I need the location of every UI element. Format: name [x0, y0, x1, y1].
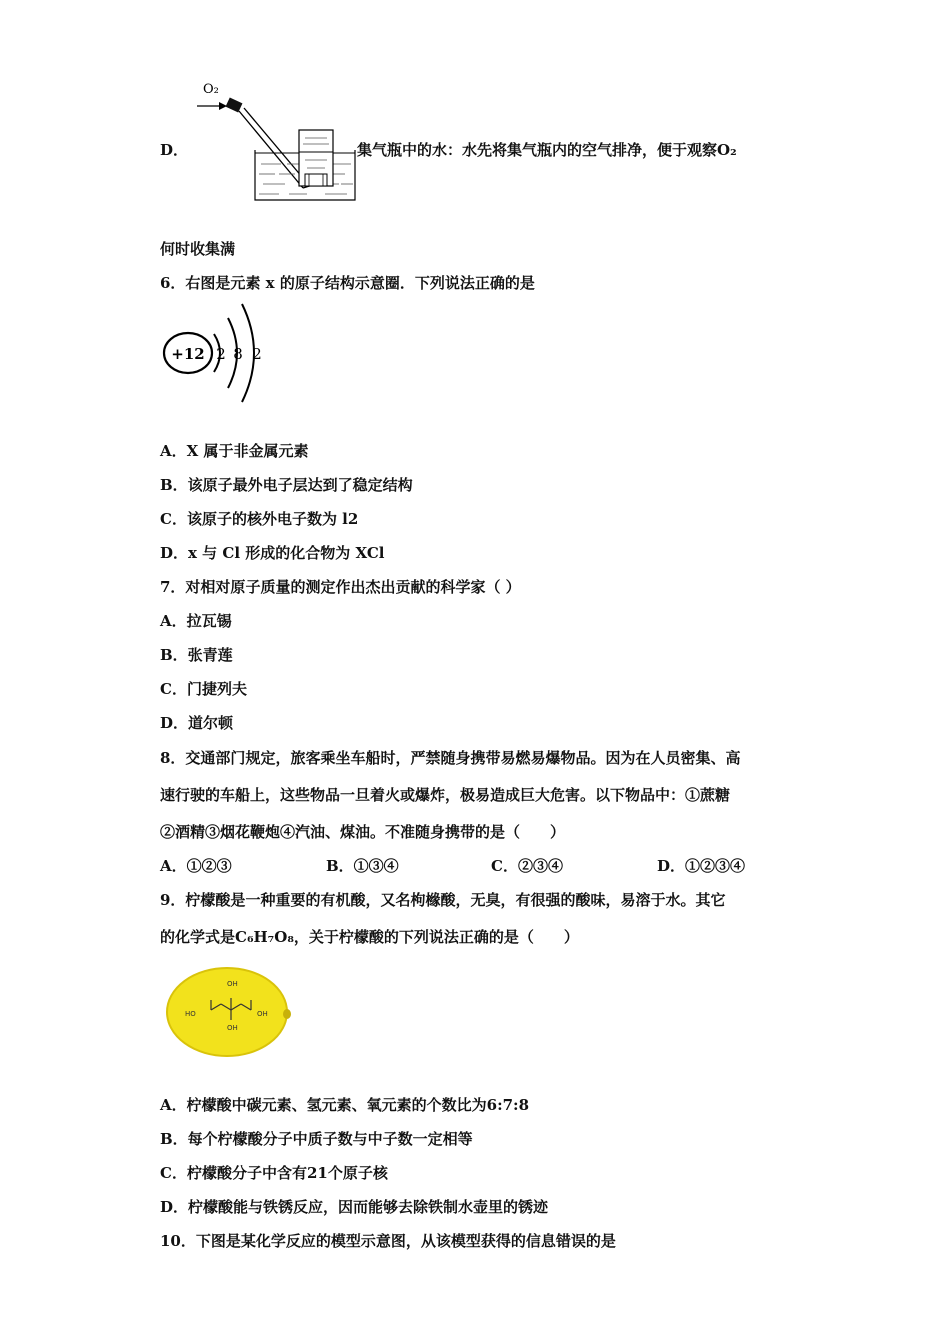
atomic-structure-diagram — [160, 300, 280, 406]
q7-option-d: D．道尔顿 — [160, 714, 234, 732]
lemon-image — [163, 960, 295, 1060]
q6-option-c: C．该原子的核外电子数为 l2 — [160, 510, 359, 528]
q7-option-c: C．门捷列夫 — [160, 680, 247, 698]
q7-option-b: B．张青莲 — [160, 646, 233, 664]
formula-label-4: OH — [227, 1024, 238, 1032]
formula-label-3: OH — [257, 1010, 268, 1018]
gas-collection-apparatus-figure — [195, 78, 360, 203]
q7-option-a: A．拉瓦锡 — [160, 612, 232, 630]
q9-stem-line-2: 的化学式是C₆H₇O₈，关于柠檬酸的下列说法正确的是（ ） — [160, 928, 579, 946]
q6-stem: 6．右图是元素 x 的原子结构示意圈．下列说法正确的是 — [160, 274, 535, 292]
q8-option-c: C．②③④ — [491, 857, 563, 875]
shell-electrons-3: 2 — [252, 345, 262, 363]
q5-option-d-label: D． — [160, 141, 189, 159]
formula-label-1: OH — [227, 980, 238, 988]
q6-option-d: D．x 与 Cl 形成的化合物为 XCl — [160, 544, 385, 562]
q5-option-d-text: 集气瓶中的水：水先将集气瓶内的空气排净，便于观察O₂ — [357, 141, 737, 159]
q8-stem-line-1: 8．交通部门规定，旅客乘坐车船时，严禁随身携带易燃易爆物品。因为在人员密集、高 — [160, 749, 741, 767]
q5-option-d-continuation: 何时收集满 — [160, 240, 236, 258]
q9-option-d: D．柠檬酸能与铁锈反应，因而能够去除铁制水壶里的锈迹 — [160, 1198, 549, 1216]
q8-option-b: B．①③④ — [326, 857, 399, 875]
shell-electrons-2: 8 — [233, 345, 243, 363]
shell-electrons-1: 2 — [216, 345, 226, 363]
q9-option-b: B．每个柠檬酸分子中质子数与中子数一定相等 — [160, 1130, 473, 1148]
q9-stem-line-1: 9．柠檬酸是一种重要的有机酸，又名枸橼酸，无臭，有很强的酸味，易溶于水。其它 — [160, 891, 726, 909]
q8-option-d: D．①②③④ — [657, 857, 746, 875]
q9-option-c: C．柠檬酸分子中含有21个原子核 — [160, 1164, 388, 1182]
nucleus-charge: +12 — [171, 345, 205, 363]
o2-label: O₂ — [203, 82, 219, 97]
q9-option-a: A．柠檬酸中碳元素、氢元素、氧元素的个数比为6:7:8 — [160, 1096, 530, 1114]
q8-option-a: A．①②③ — [160, 857, 232, 875]
q6-option-b: B．该原子最外电子层达到了稳定结构 — [160, 476, 413, 494]
q8-stem-line-3: ②酒精③烟花鞭炮④汽油、煤油。不准随身携带的是（ ） — [160, 823, 566, 841]
q8-stem-line-2: 速行驶的车船上，这些物品一旦着火或爆炸，极易造成巨大危害。以下物品中：①蔗糖 — [160, 786, 731, 804]
q10-stem: 10．下图是某化学反应的模型示意图，从该模型获得的信息错误的是 — [160, 1232, 616, 1250]
formula-label-2: HO — [185, 1010, 196, 1018]
q6-option-a: A．X 属于非金属元素 — [160, 442, 309, 460]
q7-stem: 7．对相对原子质量的测定作出杰出贡献的科学家（ ） — [160, 578, 521, 596]
